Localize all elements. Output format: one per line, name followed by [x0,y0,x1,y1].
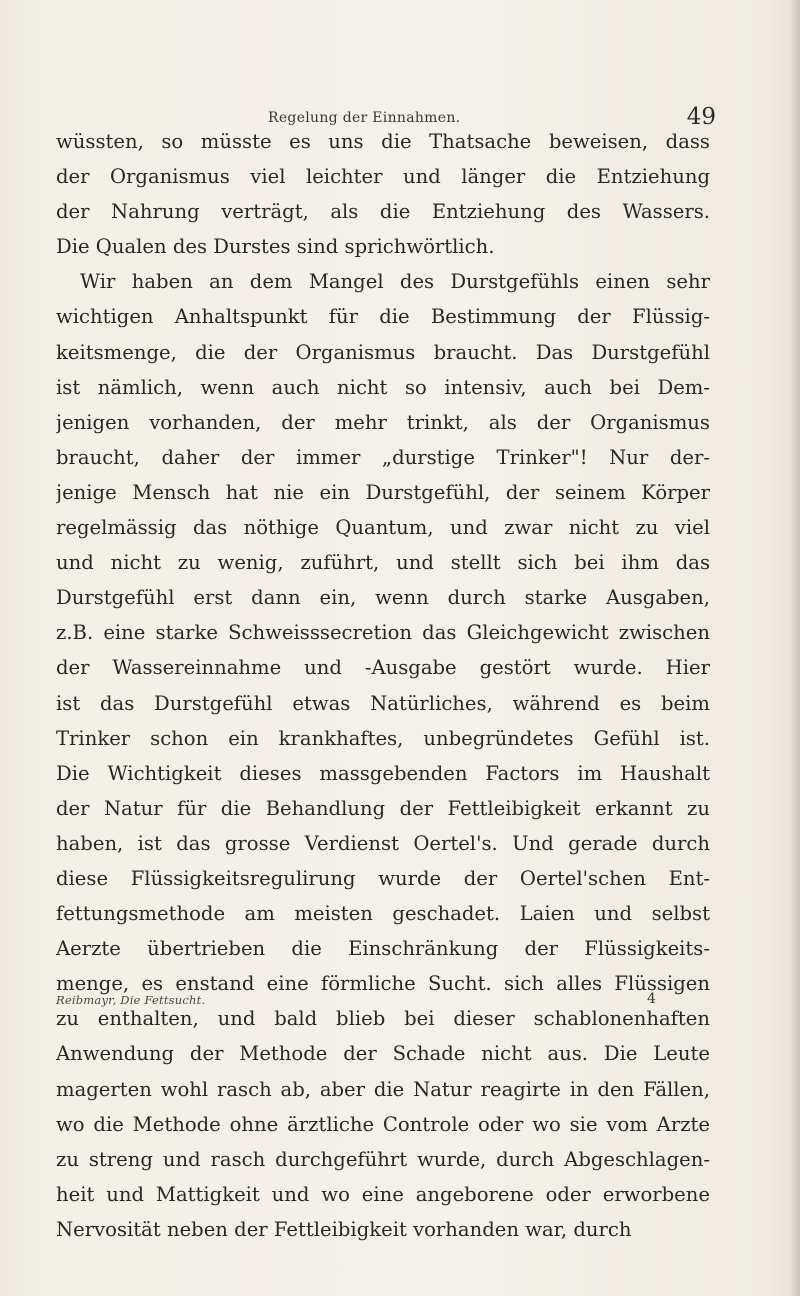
text-line: jenige Mensch hat nie ein Durstgefühl, der seinem Körper [56,480,710,504]
page-number: 49 [686,104,716,130]
text-line: Wir haben an dem Mangel des Durstgefühls einen sehr [80,270,710,294]
page-footer [56,993,710,1013]
text-line: ist das Durstgefühl etwas Natürliches, während es beim [56,691,710,715]
text-line: wo die Methode ohne ärztliche Controle oder wo sie vom Arzte [56,1112,710,1136]
text-line: und nicht zu wenig, zuführt, und stellt sich bei ihm das [56,551,710,575]
text-line: braucht, daher der immer „durstige Trinker"! Nur der- [56,445,710,469]
sheet-number: 4 [647,991,656,1007]
text-line: zu streng und rasch durchgeführt wurde, durch Abgeschlagen- [56,1147,710,1171]
text-line: Nervosität neben der Fettleibigkeit vorhanden war, durch [56,1217,632,1241]
text-line: haben, ist das grosse Verdienst Oertel's. Und gerade durch [56,831,710,855]
text-line: der Wassereinnahme und -Ausgabe gestört wurde. Hier [56,656,710,680]
text-line: Aerzte übertrieben die Einschränkung der Flüssigkeits- [56,937,710,961]
text-line: regelmässig das nöthige Quantum, und zwar nicht zu viel [56,516,710,540]
body-text [56,124,710,1247]
text-line: z.B. eine starke Schweisssecretion das Gleichgewicht zwischen [56,621,710,645]
text-line: fettungsmethode am meisten geschadet. Laien und selbst [56,902,710,926]
text-line: der Nahrung verträgt, als die Entziehung des Wassers. [56,200,710,224]
text-line: zu enthalten, und bald blieb bei dieser schablonenhaften [56,1007,710,1031]
printer-signature: Reibmayr, Die Fettsucht. [56,993,206,1007]
text-line: Trinker schon ein krankhaftes, unbegründetes Gefühl ist. [56,726,710,750]
text-line: Durstgefühl erst dann ein, wenn durch starke Ausgaben, [56,586,710,610]
text-line: menge, es enstand eine förmliche Sucht. sich alles Flüssigen [56,972,710,996]
text-line: der Organismus viel leichter und länger die Entziehung [56,165,710,189]
text-line: ist nämlich, wenn auch nicht so intensiv, auch bei Dem- [56,375,710,399]
text-line: keitsmenge, die der Organismus braucht. Das Durstgefühl [56,340,710,364]
running-head: Regelung der Einnahmen. [268,110,461,126]
text-line: heit und Mattigkeit und wo eine angeborene oder erworbene [56,1182,710,1206]
page-edge-shadow [790,0,800,1296]
text-line: magerten wohl rasch ab, aber die Natur reagirte in den Fällen, [56,1077,710,1101]
text-line: Die Wichtigkeit dieses massgebenden Factors im Haushalt [56,761,710,785]
text-line: diese Flüssigkeitsregulirung wurde der Oertel'schen Ent- [56,866,710,890]
text-line: jenigen vorhanden, der mehr trinkt, als der Organismus [56,410,710,434]
text-line: wüssten, so müsste es uns die Thatsache beweisen, dass [56,130,710,153]
text-line: Anwendung der Methode der Schade nicht aus. Die Leute [56,1042,710,1066]
text-line: wichtigen Anhaltspunkt für die Bestimmung der Flüssig- [56,305,710,329]
text-line: Die Qualen des Durstes sind sprichwörtlich. [56,235,495,259]
text-line: der Natur für die Behandlung der Fettleibigkeit erkannt zu [56,796,710,820]
